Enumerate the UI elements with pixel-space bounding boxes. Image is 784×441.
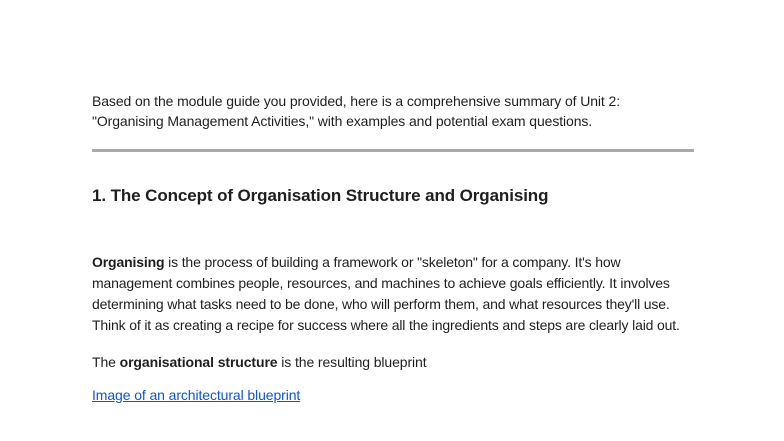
section-divider	[92, 149, 694, 152]
blueprint-image-link[interactable]: Image of an architectural blueprint	[92, 387, 301, 403]
structure-suffix: is the resulting blueprint	[277, 354, 427, 370]
intro-line-2: "Organising Management Activities," with examples and potential exam questions.	[92, 113, 593, 129]
organising-paragraph	[92, 252, 694, 336]
document-content	[92, 91, 694, 405]
structure-prefix: The	[92, 354, 120, 370]
section-heading: 1. The Concept of Organisation Structure and Organising	[92, 186, 549, 205]
structure-term: organisational structure	[119, 354, 278, 370]
structure-paragraph	[92, 352, 694, 372]
intro-line-1: Based on the module guide you provided, here is a comprehensive summary of Unit 2:	[92, 93, 620, 109]
intro-paragraph	[92, 91, 694, 131]
organising-definition: is the process of building a framework or "skeleton" for a company. It's how management combines people, resources, and machines to achieve goals efficiently. It involves determining what tasks need to be done, who will perform them, and what resources they'll use. Think of it as creating a recipe for success where all the ingredients and steps are clearly laid out.	[92, 254, 680, 333]
organising-term: Organising	[92, 254, 165, 270]
